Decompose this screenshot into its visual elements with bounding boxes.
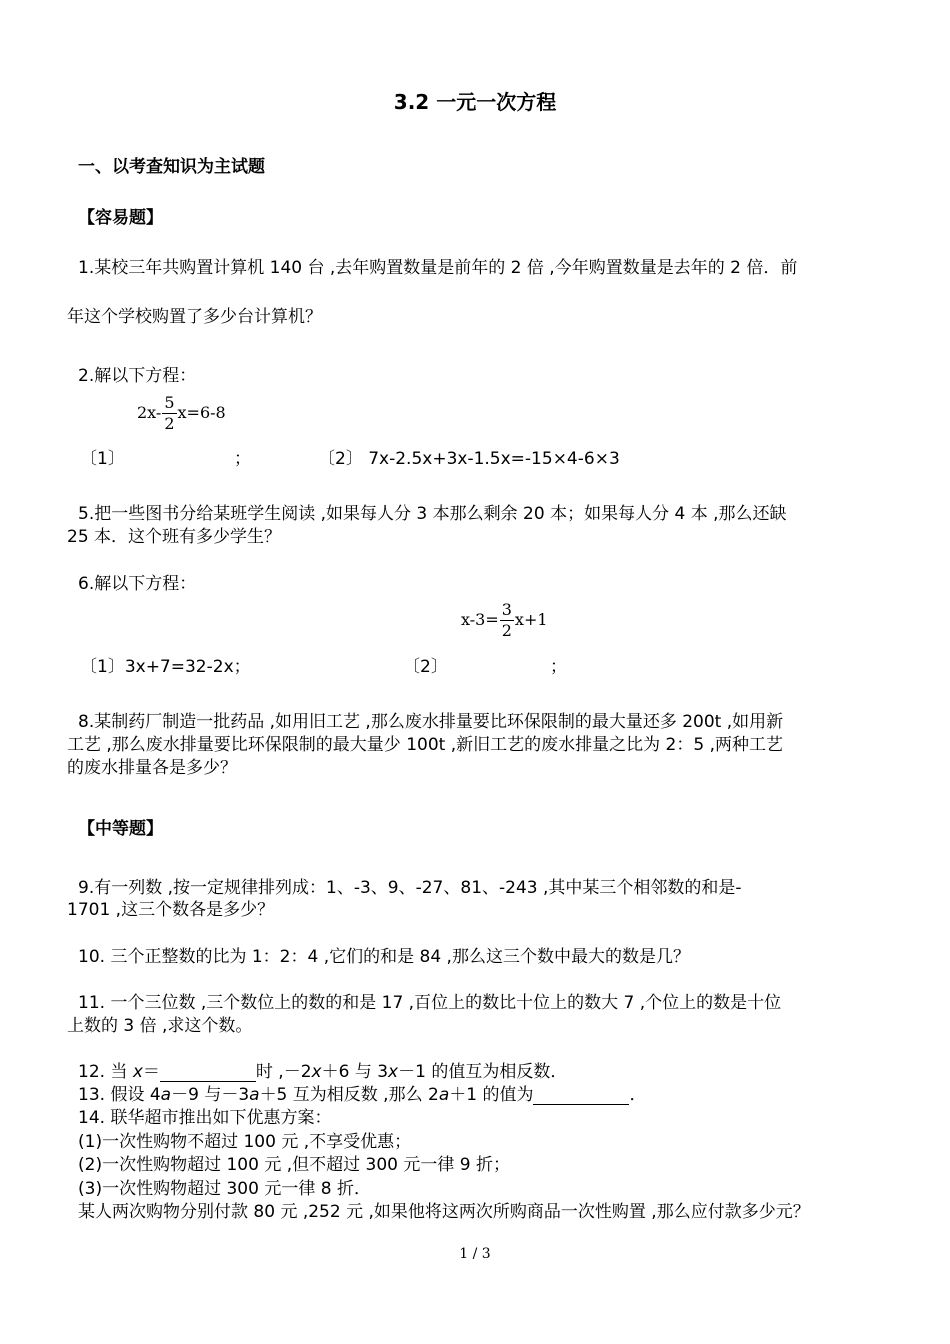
q13-answer-blank[interactable] [533,1086,629,1105]
q2-label-1: 〔1〕 [80,449,125,469]
eq1-denominator: 2 [164,414,175,433]
q12-var: x [388,1062,399,1082]
q6-semicolon: ； [550,657,567,677]
page-title: 3.2 一元一次方程 [393,90,557,114]
q8-line3: 的废水排量各是多少？ [67,758,237,778]
q6-equation-2 [461,600,548,641]
q6-label-1: 〔1〕3x+7=32-2x； [80,657,251,677]
q8-line2: 工艺 ,那么废水排量要比环保限制的最大量少 100t ,新旧工艺的废水排量之比为 2：5 ,两种工艺 [67,735,783,755]
q5-line2: 25 本．这个班有多少学生？ [67,527,282,547]
q13-part4: ＋1 的值为 [449,1085,534,1105]
medium-heading: 【中等题】 [78,819,163,839]
eq2-left: x-3= [461,610,499,629]
q12-suffix: －1 的值互为相反数． [398,1062,568,1082]
q14-item1: (1)一次性购物不超过 100 元 ,不享受优惠； [78,1132,412,1152]
q13-var: a [438,1085,450,1105]
q2-semicolon: ； [234,449,251,469]
q9-line1: 9.有一列数 ,按一定规律排列成：1、-3、9、-27、81、-243 ,其中某三个相邻数的和是- [78,878,742,898]
q14-stem: 14. 联华超市推出如下优惠方案： [78,1108,332,1128]
q12-var: x [132,1062,143,1082]
easy-heading: 【容易题】 [78,208,163,228]
q12-prefix: 12. 当 [78,1062,133,1082]
q2-stem: 2.解以下方程： [78,366,197,386]
eq2-fraction [500,600,514,641]
q1-line1: 1.某校三年共购置计算机 140 台 ,去年购置数量是前年的 2 倍 ,今年购置数量是去年的 2 倍．前 [78,258,798,278]
eq1-left: 2x- [137,403,162,422]
q14-question: 某人两次购物分别付款 80 元 ,252 元 ,如果他将这两次所购商品一次性购置 ,那么应付款多少元？ [78,1202,810,1222]
q8-line1: 8.某制药厂制造一批药品 ,如用旧工艺 ,那么废水排量要比环保限制的最大量还多 200t ,如用新 [78,712,784,732]
eq1-right: x=6-8 [177,403,226,422]
eq1-numerator: 5 [164,393,175,412]
q13-part3: ＋5 互为相反数 ,那么 2 [259,1085,439,1105]
q13-part1: 13. 假设 4 [78,1085,161,1105]
q13-part2: －9 与－3 [171,1085,250,1105]
eq1-fraction [162,393,176,434]
q11-line1: 11. 一个三位数 ,三个数位上的数的和是 17 ,百位上的数比十位上的数大 7 ,个位上的数是十位 [78,993,782,1013]
q5-line1: 5.把一些图书分给某班学生阅读 ,如果每人分 3 本那么剩余 20 本；如果每人分 4 本 ,那么还缺 [78,504,787,524]
eq2-right: x+1 [514,610,548,629]
q12-var: x [311,1062,322,1082]
eq2-numerator: 3 [501,600,512,619]
eq2-denominator: 2 [501,621,512,640]
page-number: 1 / 3 [459,1246,491,1262]
q12-equals: ＝ [142,1062,160,1082]
q14-item3: (3)一次性购物超过 300 元一律 8 折． [78,1179,371,1199]
q9-line2: 1701 ,这三个数各是多少？ [67,900,275,920]
q12 [78,1057,567,1082]
q12-mid1: 时 ,－2 [255,1062,312,1082]
q14-item2: (2)一次性购物超过 100 元 ,但不超过 300 元一律 9 折； [78,1155,511,1175]
q6-stem: 6.解以下方程： [78,574,197,594]
q12-mid2: ＋6 与 3 [321,1062,389,1082]
section-heading: 一、以考查知识为主试题 [78,157,265,177]
q13 [78,1080,646,1105]
q13-var: a [249,1085,260,1105]
q1-line2: 年这个学校购置了多少台计算机？ [67,307,322,327]
q11-line2: 上数的 3 倍 ,求这个数。 [67,1016,253,1036]
q2-label-2: 〔2〕 7x-2.5x+3x-1.5x=-15×4-6×3 [318,449,620,469]
q6-label-2: 〔2〕 [403,657,448,677]
q10: 10. 三个正整数的比为 1：2：4 ,它们的和是 84 ,那么这三个数中最大的数是几？ [78,947,690,967]
q13-var: a [160,1085,172,1105]
q13-end: ． [629,1085,647,1105]
q2-equation-1 [137,393,226,434]
